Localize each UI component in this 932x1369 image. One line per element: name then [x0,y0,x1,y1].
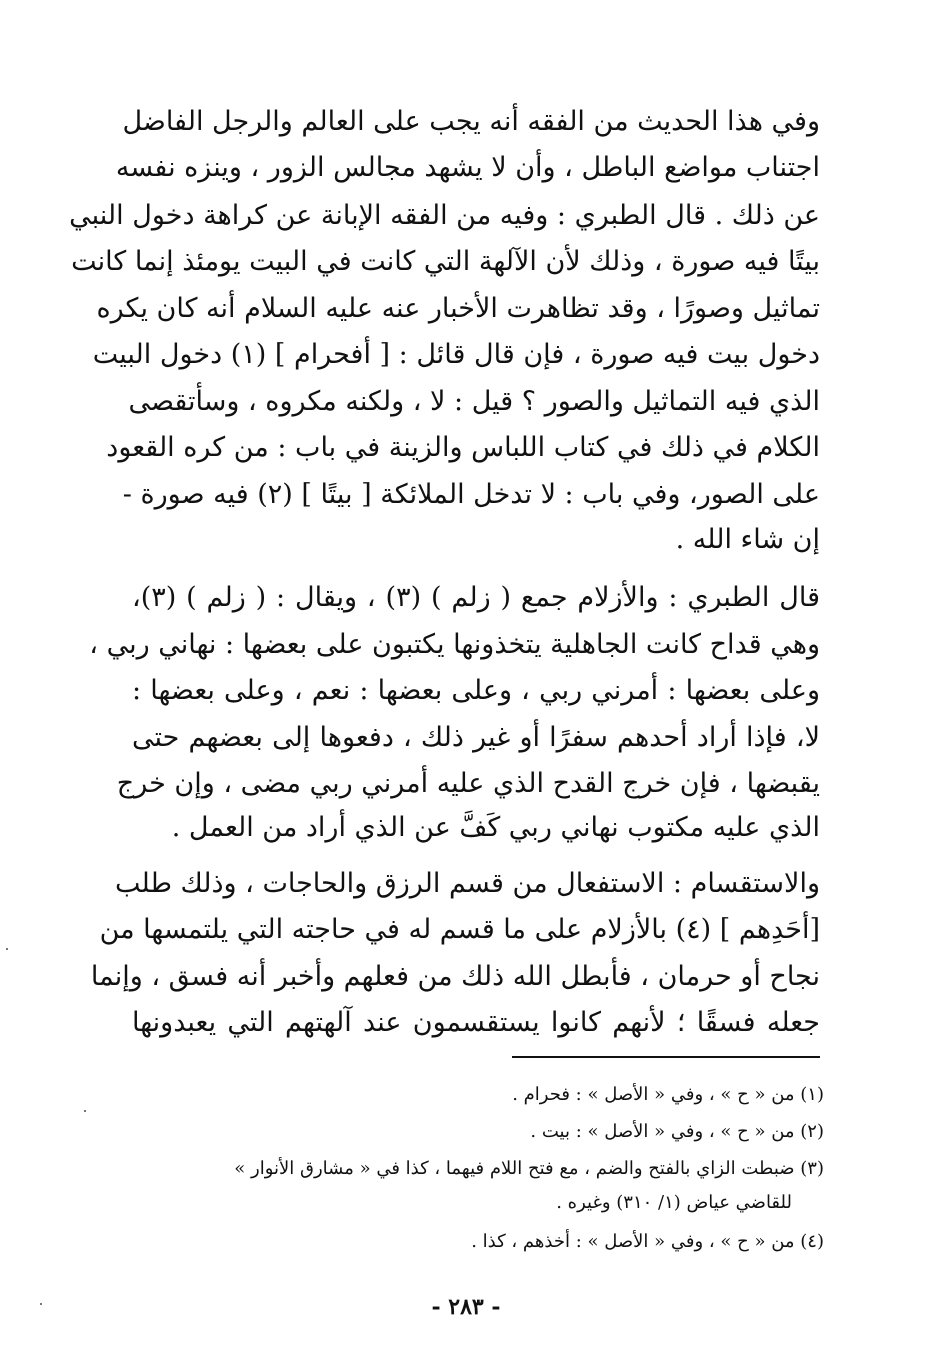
page-number: - ٢٨٣ - [431,1294,501,1320]
paragraph-1-line-4: بيتًا فيه صورة ، وذلك لأن الآلهة التي كانت في البيت يومئذ إنما كانت [71,246,820,277]
footnote-3: (٣) ضبطت الزاي بالفتح والضم ، مع فتح اللام فيهما ، كذا في « مشارق الأنوار » [234,1158,824,1179]
paragraph-2-line-4: لا، فإذا أراد أحدهم سفرًا أو غير ذلك ، دفعوها إلى بعضهم حتى [132,722,820,753]
paragraph-1-line-2: اجتناب مواضع الباطل ، وأن لا يشهد مجالس الزور ، وينزه نفسه [115,152,820,183]
paragraph-2-line-6: الذي عليه مكتوب نهاني ربي كَفَّ عن الذي أراد من العمل . [171,812,820,843]
paragraph-1-line-3: عن ذلك . قال الطبري : وفيه من الفقه الإبانة عن كراهة دخول النبي [69,200,820,231]
paragraph-2-line-2: وهي قداح كانت الجاهلية يتخذونها يكتبون على بعضها : نهاني ربي ، [89,629,820,660]
scan-speck [6,948,8,950]
paragraph-3-line-4: جعله فسقًا ؛ لأنهم كانوا يستقسمون عند آلهتهم التي يعبدونها [132,1007,820,1038]
footnote-2: (٢) من « ح » ، وفي « الأصل » : بيت . [530,1121,824,1142]
paragraph-2-line-3: وعلى بعضها : أمرني ربي ، وعلى بعضها : نعم ، وعلى بعضها : [132,675,820,706]
paragraph-3-line-3: نجاح أو حرمان ، فأبطل الله ذلك من فعلهم وأخبر أنه فسق ، وإنما [90,961,820,992]
paragraph-3-line-2: [أحَدِهم ] (٤) بالأزلام على ما قسم له في حاجته التي يلتمسها من [99,914,820,945]
paragraph-2-line-1: قال الطبري : والأزلام جمع ( زلم ) (٣) ، ويقال : ( زلم ) (٣)، [132,582,820,613]
paragraph-1-line-10: إن شاء الله . [675,524,820,555]
footnote-separator [512,1056,820,1058]
paragraph-1-line-1: وفي هذا الحديث من الفقه أنه يجب على العالم والرجل الفاضل [122,106,820,137]
paragraph-1-line-8: الكلام في ذلك في كتاب اللباس والزينة في باب : من كره القعود [106,432,820,463]
paragraph-1-line-5: تماثيل وصورًا ، وقد تظاهرت الأخبار عنه عليه السلام أنه كان يكره [96,293,820,324]
paragraph-1-line-9: على الصور، وفي باب : لا تدخل الملائكة [ بيتًا ] (٢) فيه صورة - [122,479,820,510]
paragraph-1-line-7: الذي فيه التماثيل والصور ؟ قيل : لا ، ولكنه مكروه ، وسأتقصى [128,386,820,417]
scan-speck [84,1110,86,1112]
footnote-3-continuation: للقاضي عياض (١/ ٣١٠) وغيره . [556,1192,792,1213]
footnote-1: (١) من « ح » ، وفي « الأصل » : فحرام . [512,1084,824,1105]
footnote-4: (٤) من « ح » ، وفي « الأصل » : أخذهم ، كذا . [471,1231,824,1252]
paragraph-2-line-5: يقبضها ، فإن خرج القدح الذي عليه أمرني ربي مضى ، وإن خرج [116,768,820,799]
paragraph-1-line-6: دخول بيت فيه صورة ، فإن قال قائل : [ أفحرام ] (١) دخول البيت [92,339,820,370]
paragraph-3-line-1: والاستقسام : الاستفعال من قسم الرزق والحاجات ، وذلك طلب [115,868,820,899]
scan-speck [40,1303,42,1305]
